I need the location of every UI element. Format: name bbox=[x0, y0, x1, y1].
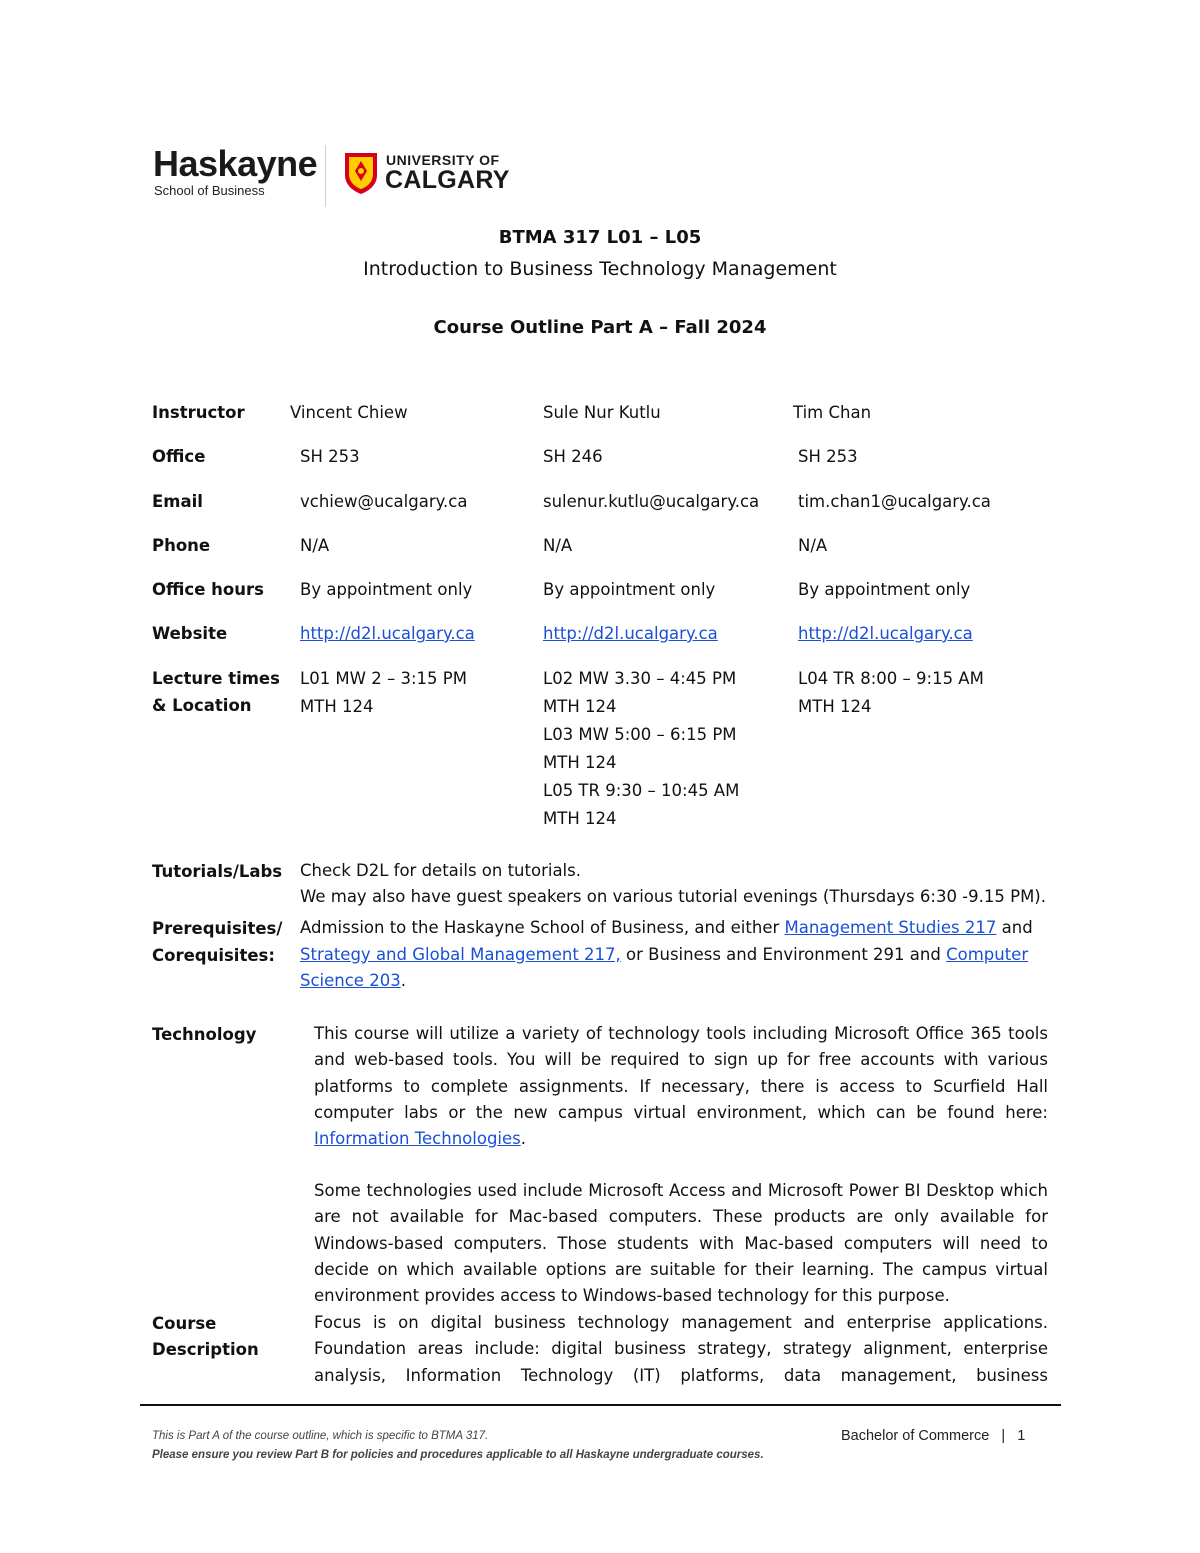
lecture-line: L01 MW 2 – 3:15 PM bbox=[300, 669, 467, 688]
label-corequisites: Corequisites: bbox=[152, 946, 275, 965]
instructor-email: vchiew@ucalgary.ca bbox=[300, 492, 468, 511]
label-phone: Phone bbox=[152, 536, 211, 555]
course-name: Introduction to Business Technology Management bbox=[363, 258, 837, 280]
lecture-line: MTH 124 bbox=[543, 697, 617, 716]
footer-rule bbox=[140, 1404, 1061, 1406]
instructor-name: Vincent Chiew bbox=[290, 403, 408, 422]
uc-logo-line1: UNIVERSITY OF bbox=[386, 152, 500, 168]
footer-note-line1: This is Part A of the course outline, which is specific to BTMA 317. bbox=[152, 1430, 489, 1442]
strategy-global-management-217-link[interactable]: Strategy and Global Management 217, bbox=[300, 944, 621, 964]
website-link[interactable]: http://d2l.ucalgary.ca bbox=[543, 624, 718, 643]
label-office-hours: Office hours bbox=[152, 580, 264, 599]
computer-science-203-link-part1[interactable]: Computer bbox=[946, 944, 1029, 964]
information-technologies-link[interactable]: Information Technologies bbox=[314, 1129, 521, 1149]
instructor-office: SH 253 bbox=[300, 447, 360, 466]
course-description-text: Focus is on digital business technology management and enterprise applications. Foundation areas include: digital business strategy, strategy alignment, enterprise analysis, Information Technology (IT) platforms, data management, business bbox=[314, 1313, 1048, 1385]
outline-title: Course Outline Part A – Fall 2024 bbox=[433, 317, 767, 338]
tutorials-line1: Check D2L for details on tutorials. bbox=[300, 861, 581, 880]
instructor-name: Sule Nur Kutlu bbox=[543, 403, 661, 422]
lecture-line: L04 TR 8:00 – 9:15 AM bbox=[798, 669, 984, 688]
course-code: BTMA 317 L01 – L05 bbox=[498, 227, 702, 248]
instructor-phone: N/A bbox=[300, 536, 330, 555]
technology-paragraph-2: Some technologies used include Microsoft Access and Microsoft Power BI Desktop which are not available for Mac-based computers. These products are only available for Windows-based computers. Those students with Mac-based computers will need to decide on which available options are suitable for their learning. The campus virtual environment provides access to Windows-based technology for this purpose. bbox=[314, 1181, 1048, 1306]
lecture-line: MTH 124 bbox=[300, 697, 374, 716]
logo-divider bbox=[325, 145, 326, 207]
website-link[interactable]: http://d2l.ucalgary.ca bbox=[798, 624, 973, 643]
lecture-line: L05 TR 9:30 – 10:45 AM bbox=[543, 781, 740, 800]
instructor-hours: By appointment only bbox=[300, 580, 473, 599]
uc-logo-line2: CALGARY bbox=[385, 166, 510, 194]
label-lecture-times: Lecture times bbox=[152, 669, 280, 688]
instructor-office: SH 246 bbox=[543, 447, 603, 466]
label-course: Course bbox=[152, 1314, 217, 1333]
lecture-line: MTH 124 bbox=[543, 753, 617, 772]
technology-paragraph-1 bbox=[314, 1021, 1048, 1152]
prereq-text: and bbox=[996, 918, 1033, 937]
technology-text: . bbox=[520, 1129, 526, 1149]
label-website: Website bbox=[152, 624, 228, 643]
lecture-line: MTH 124 bbox=[798, 697, 872, 716]
label-technology: Technology bbox=[152, 1025, 257, 1044]
lecture-line: L02 MW 3.30 – 4:45 PM bbox=[543, 669, 737, 688]
footer-page-info: Bachelor of Commerce | 1 bbox=[841, 1428, 1026, 1444]
instructor-hours: By appointment only bbox=[543, 580, 716, 599]
haskayne-logo-subtitle: School of Business bbox=[154, 183, 265, 198]
instructor-office: SH 253 bbox=[798, 447, 858, 466]
computer-science-203-link-part2[interactable]: Science 203 bbox=[300, 971, 401, 990]
prerequisites-text bbox=[300, 915, 1080, 995]
instructor-email: sulenur.kutlu@ucalgary.ca bbox=[543, 492, 760, 511]
technology-text: This course will utilize a variety of technology tools including Microsoft Office 365 tools and web-based tools. You will be required to sign up for free accounts with various platforms to complete assignments. If necessary, there is access to Scurfield Hall computer labs or the new campus virtual environment, which can be found here: bbox=[314, 1024, 1048, 1122]
university-crest-icon bbox=[343, 151, 379, 195]
instructor-hours: By appointment only bbox=[798, 580, 971, 599]
management-studies-217-link[interactable]: Management Studies 217 bbox=[784, 918, 997, 937]
website-link[interactable]: http://d2l.ucalgary.ca bbox=[300, 624, 475, 643]
lecture-line: L03 MW 5:00 – 6:15 PM bbox=[543, 725, 737, 744]
label-office: Office bbox=[152, 447, 206, 466]
label-email: Email bbox=[152, 492, 203, 511]
tutorials-line2: We may also have guest speakers on various tutorial evenings (Thursdays 6:30 -9.15 PM). bbox=[300, 887, 1046, 906]
prereq-text: . bbox=[400, 971, 406, 990]
instructor-phone: N/A bbox=[543, 536, 573, 555]
instructor-phone: N/A bbox=[798, 536, 828, 555]
instructor-email: tim.chan1@ucalgary.ca bbox=[798, 492, 991, 511]
footer-note-line2: Please ensure you review Part B for policies and procedures applicable to all Haskayne undergraduate courses. bbox=[152, 1449, 764, 1461]
label-prerequisites: Prerequisites/ bbox=[152, 919, 283, 938]
lecture-line: MTH 124 bbox=[543, 809, 617, 828]
label-description: Description bbox=[152, 1340, 259, 1359]
label-tutorials: Tutorials/Labs bbox=[152, 862, 283, 881]
label-instructor: Instructor bbox=[152, 403, 245, 422]
prereq-text: or Business and Environment 291 and bbox=[620, 944, 947, 964]
prereq-text: Admission to the Haskayne School of Business, and either bbox=[300, 918, 785, 937]
instructor-name: Tim Chan bbox=[793, 403, 872, 422]
label-location: & Location bbox=[152, 696, 252, 715]
haskayne-logo-name: Haskayne bbox=[153, 143, 318, 184]
